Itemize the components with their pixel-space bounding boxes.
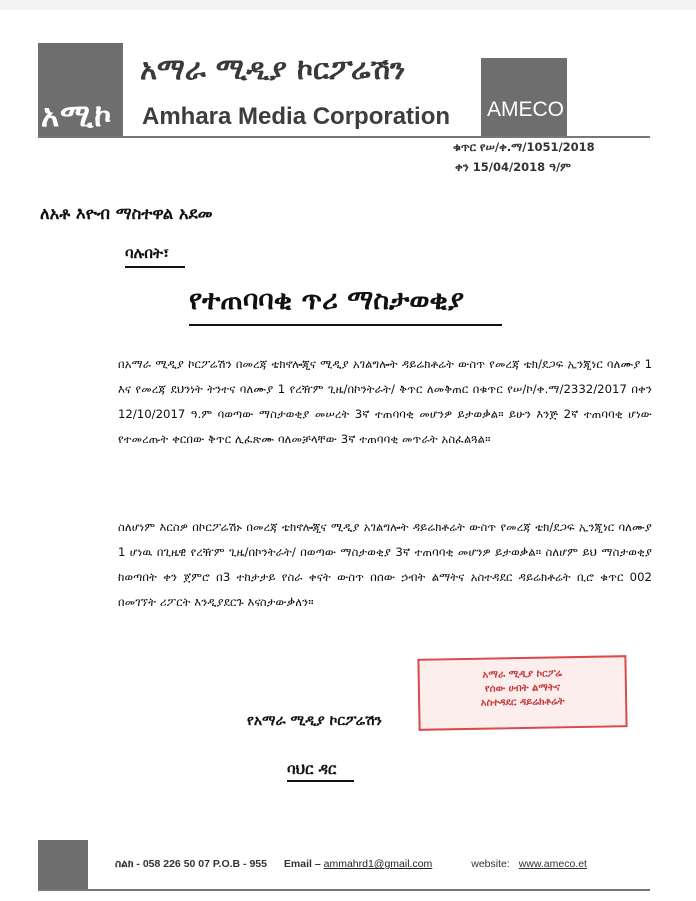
company-name-amharic: አማራ ሚዲያ ኮርፖሬሽን [140,52,406,86]
stamp-line-3: አስተዳደር ዳይሬክቶሬት [480,696,565,709]
footer-block [38,840,88,891]
subject-underline [189,324,502,326]
footer-website-label: website: [471,858,510,870]
signoff-location: ባህር ዳር [287,760,337,778]
body-paragraph-1: በአማራ ሚዲያ ኮርፖሬሽን በመረጃ ቴክኖሎጂና ሚዲያ አገልግሎት ዳይሬክቶሬት ውስጥ የመረጃ ቴክ/ደጋፍ ኢንጂነር ባለሙያ 1 እና የመረጃ ደህንነት ትንተና ባለሙያ 1 የረዥም ጊዜ/በኮንትራት/ ቅጥር ለመቅጠር በቁጥር የሠ/ኮ/ቀ.ማ/2332/2017 በቀን 12/10/2017 ዓ.ም ባወጣው ማስታወቂያ መሠረት 3ኛ ተጠባባቂ መሆንዎ ይታወቃል። ይሁን እንጅ 2ኛ ተጠባባቂ ሆነው የተመረጡት ቀርበው ቅጥር ሊፈጽሙ ባለመቻላቸው 3ኛ ተጠባባቂ መጥራት አስፈልጓል። [118,357,652,446]
header-rule [38,136,650,138]
page-top-edge [0,0,696,10]
letter-subject: የተጠባባቂ ጥሪ ማስታወቂያ [189,285,465,316]
body-paragraph-2: ስለሆነም እርስዎ በኮርፖሬሽኑ በመረጃ ቴክኖሎጂና ሚዲያ አገልግሎት ዳይሬክቶሬት ውስጥ የመረጃ ቴክ/ደጋፍ ኢንጂነር ባለሙያ 1 ሆነዉ በጊዜዊ የረዥም ጊዜ/በኮንትራት/ በወጣው ማስታወቂያ 3ኛ ተጠባባቂ መሆንዎ ይታወቃል። ስለሆም ይህ ማስታወቂያ ከወጣበት ቀን ጀምሮ በ3 ተከታታይ የስራ ቀናት ውስጥ በሰው ኃብት ልማትና አስተዳደር ዳይሬክቶሬት ቢሮ ቁጥር 002 በመገኘት ሪፖርት እንዲያደርጉ እናስታውቃለን። [118,520,652,609]
footer-email-link[interactable]: ammahrd1@gmail.com [323,858,433,870]
logo-text: አሚኮ [41,98,113,134]
company-name-english: Amhara Media Corporation [142,103,451,130]
stamp-line-1: አማራ ሚዲያ ኮርፖሬ [482,668,563,681]
at-office-label: ባሉበት፣ [125,244,170,262]
stamp-line-2: የሰው ሀብት ልማትና [484,682,561,695]
signoff-underline [287,780,354,782]
footer-rule [38,889,650,891]
recipient-name: ለአቶ እዮብ ማስተዋል አደመ [40,204,213,223]
signoff-organization: የአማራ ሚዲያ ኮርፖሬሽን [247,713,382,729]
official-stamp [417,655,627,731]
footer-address: ስልክ - 058 226 50 07 P.O.B - 955 [115,858,267,870]
reference-number: ቁጥር የሠ/ቀ.ማ/1051/2018 [453,140,595,154]
footer-contact [115,858,587,871]
reference-date: ቀን 15/04/2018 ዓ/ም [455,160,571,174]
acronym-text: AMECO [487,98,565,121]
footer-email-label: Email – [283,858,321,870]
footer-website-link[interactable]: www.ameco.et [518,858,587,870]
at-office-underline [125,266,185,268]
